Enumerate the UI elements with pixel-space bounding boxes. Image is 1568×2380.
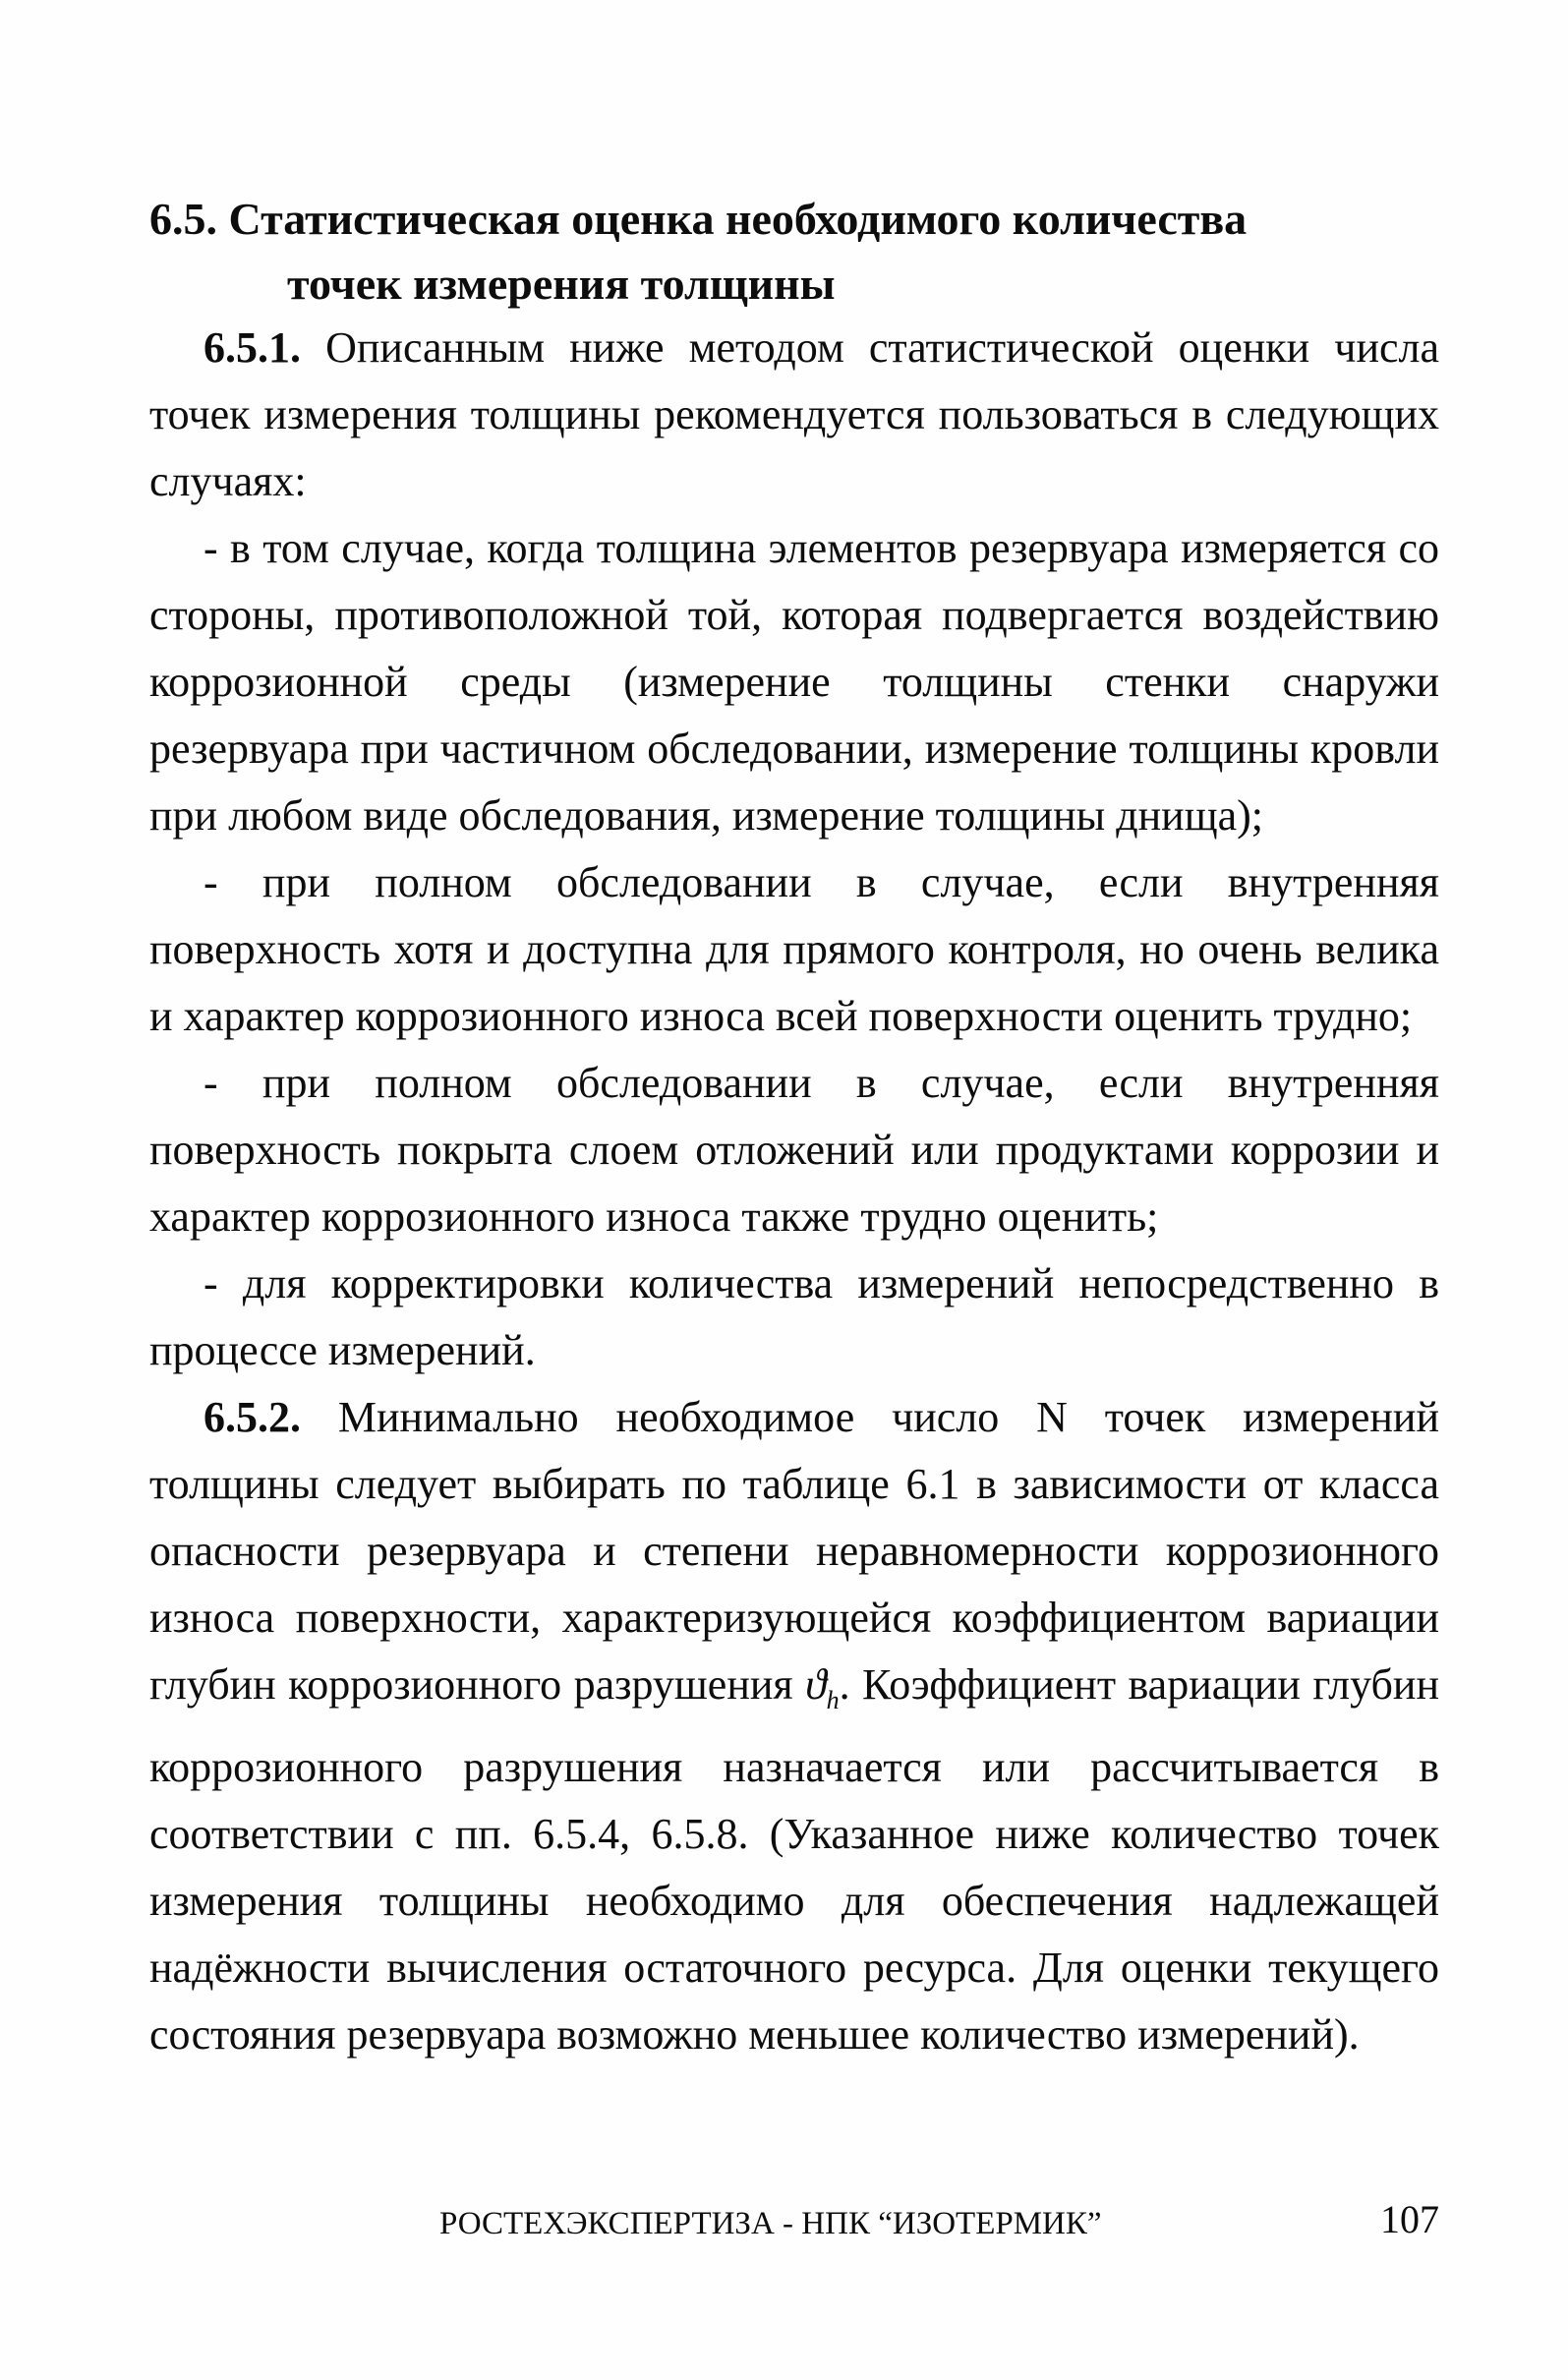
symbol-main: ϑ — [805, 1660, 827, 1709]
list-item-3: - при полном обследовании в случае, если внутренняя поверхность покрыта слоем отложений или продуктами коррозии и характер коррозионного износа также трудно оценить; — [149, 1059, 1439, 1241]
paragraph-6-5-1 — [149, 315, 1439, 515]
paragraph-number-6-5-1: 6.5.1. — [203, 323, 301, 372]
paragraph-number-6-5-2: 6.5.2. — [203, 1393, 301, 1441]
footer-publisher: РОСТЕХЭКСПЕРТИЗА - НПК “ИЗОТЕРМИК” — [439, 2206, 1102, 2241]
section-heading-line2: точек измерения толщины — [287, 259, 836, 309]
section-body — [149, 315, 1439, 2068]
paragraph-6-5-2 — [149, 1384, 1439, 2068]
list-item-4: - для корректировки количества измерений непосредственно в процессе измерений. — [149, 1259, 1439, 1374]
variation-coefficient-symbol — [805, 1660, 840, 1714]
paragraph-text-6-5-2b: . Коэффициент вариации глубин коррозионного разрушения назначается или рассчитывается в соответствии с пп. 6.5.4, 6.5.8. (Указанное ниже количество точек измерения толщины необходимо для обеспечения надлежащей надёжности вычисления остаточного ресурса. Для оценки текущего состояния резервуара возможно меньшее количество измерений). — [149, 1660, 1439, 2059]
page-number: 107 — [1380, 2197, 1439, 2241]
list-item-1: - в том случае, когда толщина элементов резервуара измеряется со стороны, противоположной той, которая подвергается воздействию коррозионной среды (измерение толщины стенки снаружи резервуара при частичном обследовании, измерение толщины кровли при любом виде обследования, измерение толщины днища); — [149, 524, 1439, 840]
section-heading-line1: Статистическая оценка необходимого количества — [228, 194, 1248, 244]
section-heading — [149, 187, 1439, 317]
section-heading-number: 6.5. — [149, 194, 217, 244]
paragraph-text-6-5-1: Описанным ниже методом статистической оценки числа точек измерения толщины рекомендуется пользоваться в следующих случаях: — [149, 323, 1439, 505]
list-item-2: - при полном обследовании в случае, если внутренняя поверхность хотя и доступна для прямого контроля, но очень велика и характер коррозионного износа всей поверхности оценить трудно; — [149, 858, 1439, 1040]
paragraph-text-6-5-2a: Минимально необходимое число N точек измерений толщины следует выбирать по таблице 6.1 в зависимости от класса опасности резервуара и степени неравномерности коррозионного износа поверхности, характеризующейся коэффициентом вариации глубин коррозионного разрушения — [149, 1393, 1440, 1709]
symbol-subscript: h — [826, 1685, 840, 1714]
